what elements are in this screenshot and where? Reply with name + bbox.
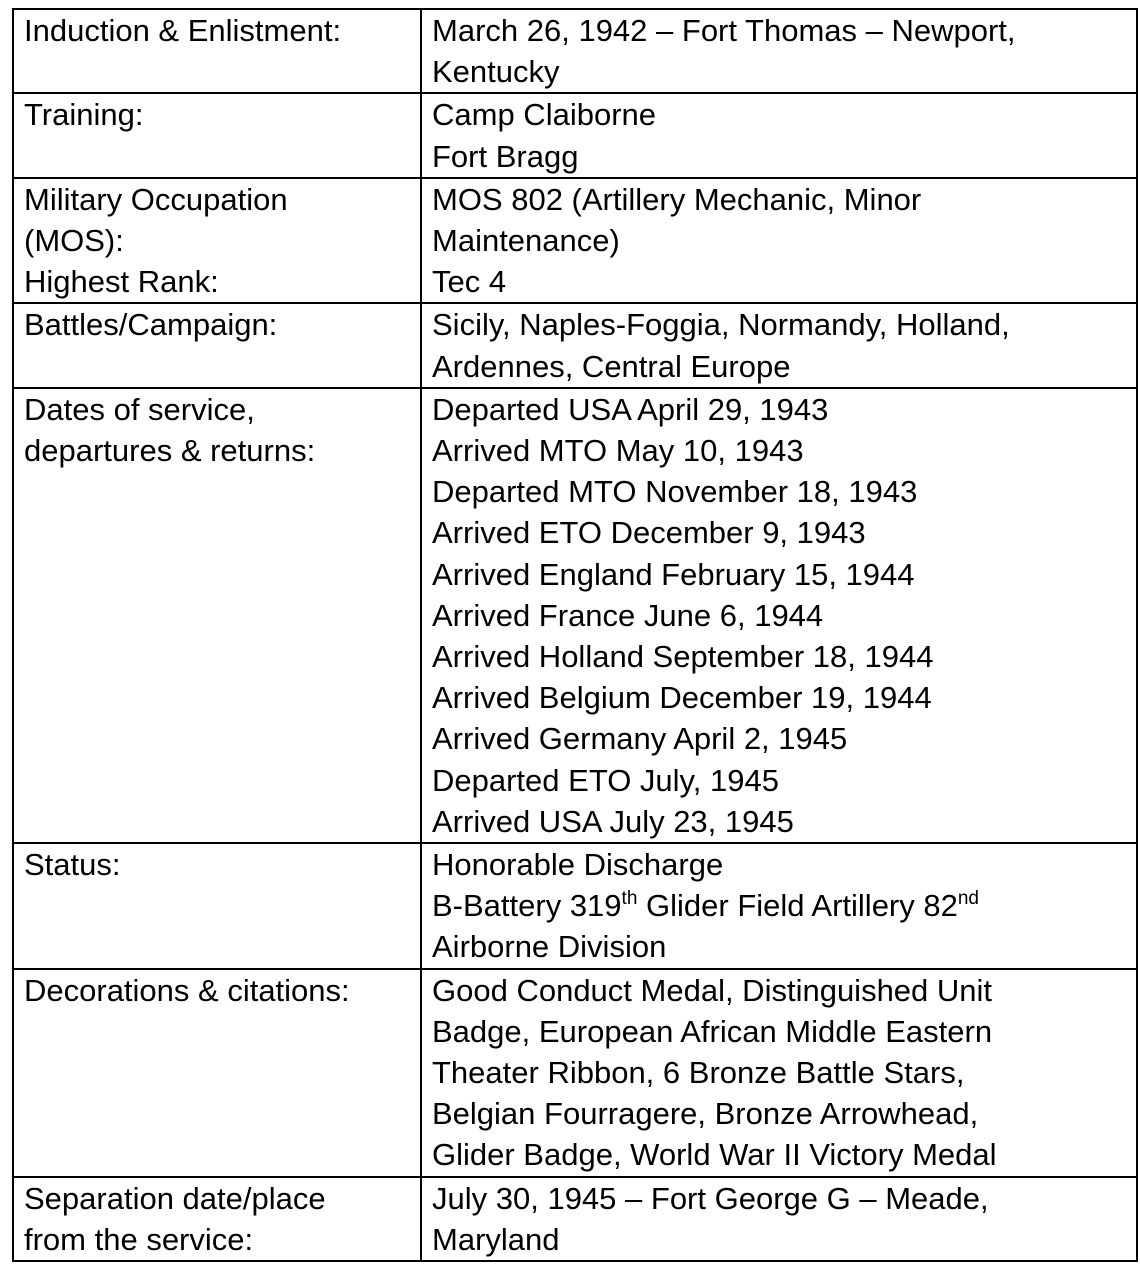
- row-label: (MOS):: [24, 223, 124, 259]
- row-value-line: Arrived MTO May 10, 1943: [432, 433, 804, 469]
- row-label-cell: [13, 843, 421, 969]
- row-value-cell: [421, 9, 1137, 93]
- row-value-line: Belgian Fourragere, Bronze Arrowhead,: [432, 1096, 979, 1132]
- row-value-line: Good Conduct Medal, Distinguished Unit: [432, 972, 993, 1008]
- row-value-line: Arrived ETO December 9, 1943: [432, 515, 866, 551]
- row-value-line: Badge, European African Middle Eastern: [432, 1013, 993, 1049]
- row-value-line: Departed ETO July, 1945: [432, 762, 779, 798]
- row-label: departures & returns:: [24, 433, 316, 469]
- row-value-line: Honorable Discharge: [432, 847, 724, 883]
- row-label-cell: [13, 9, 421, 93]
- row-value-line: Ardennes, Central Europe: [432, 348, 791, 384]
- service-record-table: [12, 8, 1138, 1262]
- row-label: Battles/Campaign:: [24, 307, 278, 343]
- unit-text: B-Battery 319: [432, 888, 622, 924]
- row-value-line: MOS 802 (Artillery Mechanic, Minor: [432, 181, 922, 217]
- row-label-cell: [13, 178, 421, 304]
- row-value-cell: [421, 388, 1137, 843]
- row-value-line: Glider Badge, World War II Victory Medal: [432, 1137, 997, 1173]
- row-value-cell: [421, 1177, 1137, 1261]
- row-label: from the service:: [24, 1221, 254, 1257]
- row-label: Highest Rank:: [24, 264, 219, 300]
- row-value-line: July 30, 1945 – Fort George G – Meade,: [432, 1180, 989, 1216]
- row-label-cell: [13, 388, 421, 843]
- row-value-line: Camp Claiborne: [432, 97, 656, 133]
- row-label: Decorations & citations:: [24, 972, 350, 1008]
- row-value-line: Maryland: [432, 1221, 560, 1257]
- ordinal-suffix: th: [621, 888, 638, 910]
- row-label: Training:: [24, 97, 144, 133]
- row-value-cell: [421, 178, 1137, 304]
- row-value-line-unit: [432, 885, 1126, 926]
- row-value-line: Theater Ribbon, 6 Bronze Battle Stars,: [432, 1055, 965, 1091]
- row-value-line: Departed USA April 29, 1943: [432, 391, 829, 427]
- row-value-cell: [421, 843, 1137, 969]
- row-label-cell: [13, 93, 421, 177]
- row-value-line: Tec 4: [432, 264, 507, 300]
- row-value-line: Arrived Belgium December 19, 1944: [432, 680, 932, 716]
- row-label: Induction & Enlistment:: [24, 13, 342, 48]
- table-row-occupation: [13, 178, 1137, 304]
- row-value-line: Fort Bragg: [432, 138, 579, 174]
- table-row-status: [13, 843, 1137, 969]
- row-value-line: Sicily, Naples-Foggia, Normandy, Holland,: [432, 307, 1010, 343]
- row-label: Dates of service,: [24, 391, 255, 427]
- row-label-cell: [13, 969, 421, 1177]
- row-value-line: Arrived Germany April 2, 1945: [432, 721, 848, 757]
- row-value-line: March 26, 1942 – Fort Thomas – Newport,: [432, 13, 1016, 48]
- row-label-cell: [13, 303, 421, 387]
- table-row-separation: [13, 1177, 1137, 1261]
- table-row-training: [13, 93, 1137, 177]
- row-value-line: Maintenance): [432, 223, 620, 259]
- row-value-line: Arrived France June 6, 1944: [432, 597, 824, 633]
- row-label-cell: [13, 1177, 421, 1261]
- unit-text: Glider Field Artillery 82: [637, 888, 958, 924]
- row-value-cell: [421, 969, 1137, 1177]
- row-value-cell: [421, 303, 1137, 387]
- row-value-line: Airborne Division: [432, 929, 667, 965]
- table-row-decorations: [13, 969, 1137, 1177]
- table-row-induction: [13, 9, 1137, 93]
- row-value-line: Arrived USA July 23, 1945: [432, 803, 794, 839]
- row-value-cell: [421, 93, 1137, 177]
- row-label: Military Occupation: [24, 181, 288, 217]
- row-label: Status:: [24, 847, 121, 883]
- row-value-line: Kentucky: [432, 54, 560, 90]
- ordinal-suffix: nd: [957, 888, 979, 910]
- table-row-dates: [13, 388, 1137, 843]
- table-row-battles: [13, 303, 1137, 387]
- row-value-line: Arrived England February 15, 1944: [432, 556, 915, 592]
- row-value-line: Departed MTO November 18, 1943: [432, 474, 918, 510]
- row-label: Separation date/place: [24, 1180, 326, 1216]
- row-value-line: Arrived Holland September 18, 1944: [432, 639, 934, 675]
